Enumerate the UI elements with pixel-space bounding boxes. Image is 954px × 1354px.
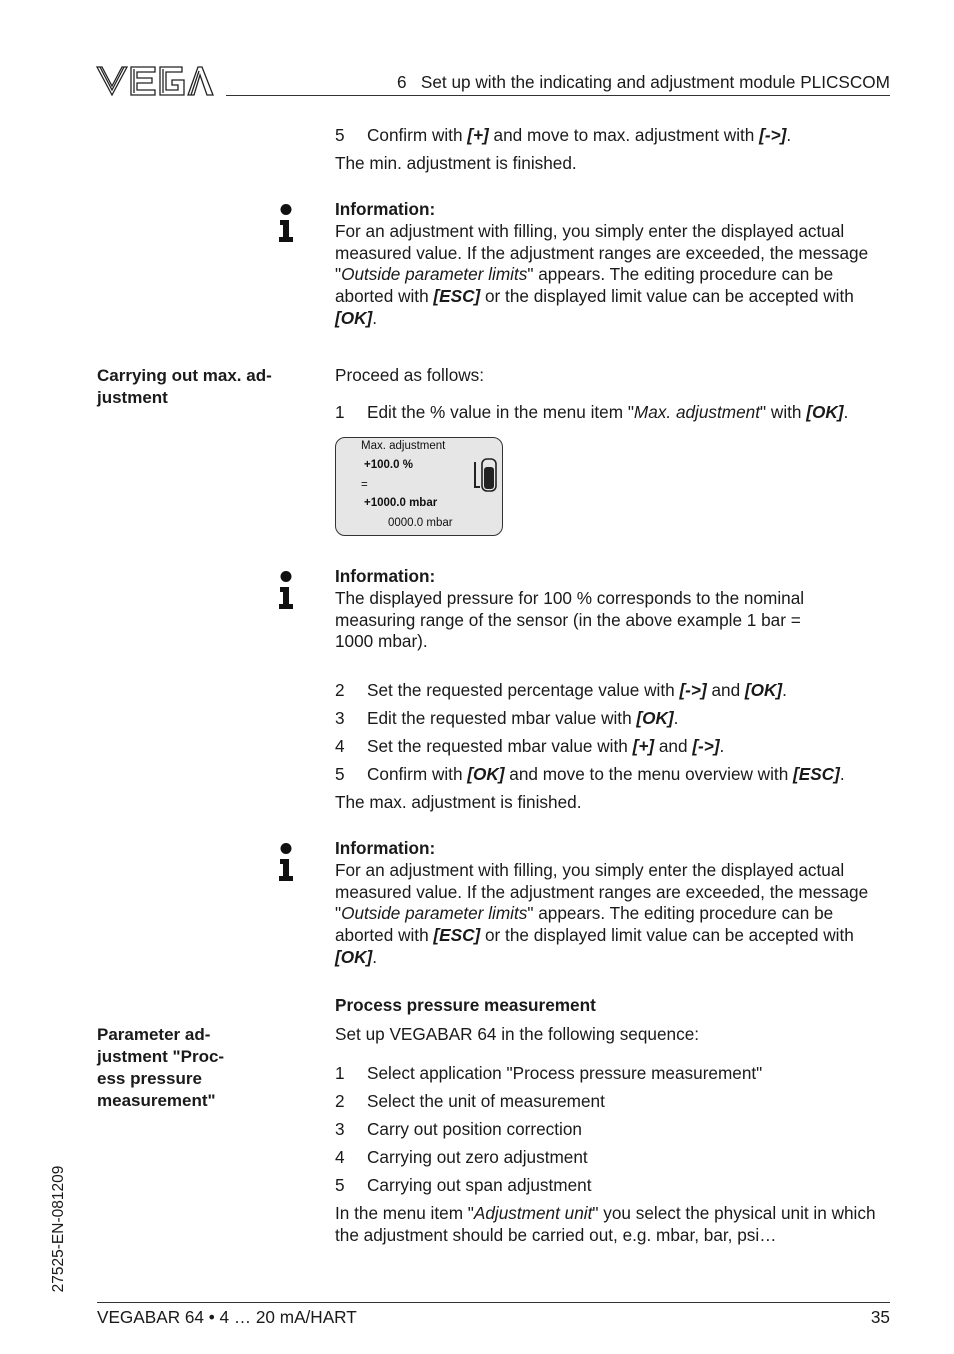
list-item: 2 Set the requested percentage value with [->] and [OK]. [335, 680, 787, 700]
document-id: 27525-EN-081209 [50, 1165, 67, 1293]
info-line: [OK]. [335, 307, 378, 328]
list-item: 3 Carry out position correction [335, 1119, 582, 1139]
info-line: "Outside parameter limits" appears. The editing procedure can be [335, 264, 834, 285]
sidebar-heading-process-pressure: Parameter ad- justment "Proc- ess pressure measurement" [97, 1025, 225, 1110]
key-plus: [+] [467, 125, 489, 145]
key-arrow: [->] [759, 125, 787, 145]
lcd-reading: 0000.0 mbar [388, 517, 453, 529]
list-item: 5 Carrying out span adjustment [335, 1175, 592, 1195]
chapter-title: 6 Set up with the indicating and adjustment module PLICSCOM [397, 72, 890, 92]
step-text: and move to max. adjustment with [488, 125, 760, 145]
step-text: Confirm with [367, 125, 468, 145]
tank-level-icon [473, 457, 499, 496]
lcd-equals: = [361, 479, 368, 491]
header-rule [226, 95, 890, 96]
info-title: Information: [335, 199, 436, 219]
sidebar-heading-max-adjustment: Carrying out max. ad- justment [97, 366, 272, 407]
step-number: 5 [335, 125, 345, 145]
min-finished: The min. adjustment is finished. [335, 153, 577, 173]
section-intro: Set up VEGABAR 64 in the following sequence: [335, 1024, 700, 1044]
info-line: For an adjustment with filling, you simply enter the displayed actual [335, 220, 845, 241]
info-block-3 [335, 838, 891, 969]
max-step-1: 1 Edit the % value in the menu item "Max. adjustment" with [OK]. [335, 402, 849, 422]
step-text: . [786, 125, 792, 145]
list-item: 3 Edit the requested mbar value with [OK]. [335, 708, 679, 728]
section-heading: Process pressure measurement [335, 995, 596, 1015]
info-line: aborted with [ESC] or the displayed limit value can be accepted with [335, 925, 854, 946]
info-line: measured value. If the adjustment ranges are exceeded, the message [335, 881, 869, 902]
info-line: For an adjustment with filling, you simply enter the displayed actual [335, 859, 845, 880]
info-line: aborted with [ESC] or the displayed limit value can be accepted with [335, 286, 854, 307]
process-steps-list [335, 1062, 891, 1202]
lcd-title: Max. adjustment [361, 440, 446, 452]
list-item: 1 Select application "Process pressure measurement" [335, 1063, 763, 1083]
lcd-percent: +100.0 % [364, 459, 413, 471]
footer-product: VEGABAR 64 • 4 … 20 mA/HART [97, 1307, 357, 1327]
info-block-1 [335, 199, 891, 330]
page-number: 35 [870, 1307, 890, 1327]
list-item: 4 Set the requested mbar value with [+] and [->]. [335, 736, 725, 756]
info-line: 1000 mbar). [335, 631, 428, 652]
unit-note: In the menu item "Adjustment unit" you select the physical unit in which the adjustment should be carried out, e.g. mbar, bar, psi… [335, 1203, 876, 1245]
info-title: Information: [335, 838, 436, 858]
info-icon [276, 843, 296, 883]
vega-logo [96, 64, 214, 98]
lcd-display [335, 437, 503, 536]
footer-rule [97, 1302, 890, 1303]
max-steps-list [335, 679, 891, 791]
lcd-value: +1000.0 mbar [364, 497, 438, 509]
list-item: 2 Select the unit of measurement [335, 1091, 605, 1111]
step-number: 1 [335, 402, 345, 422]
list-item: 5 Confirm with [OK] and move to the menu overview with [ESC]. [335, 764, 845, 784]
info-line: The displayed pressure for 100 % corresponds to the nominal [335, 587, 805, 608]
proceed-text: Proceed as follows: [335, 365, 485, 385]
max-finished: The max. adjustment is finished. [335, 792, 582, 812]
info-icon [276, 204, 296, 244]
info-line: measured value. If the adjustment ranges are exceeded, the message [335, 242, 869, 263]
info-line: [OK]. [335, 946, 378, 967]
vega-logo-graphic [96, 64, 214, 98]
min-step-5 [335, 124, 891, 152]
info-icon [276, 571, 296, 611]
info-line: "Outside parameter limits" appears. The editing procedure can be [335, 903, 834, 924]
info-title: Information: [335, 566, 436, 586]
info-line: measuring range of the sensor (in the above example 1 bar = [335, 609, 801, 630]
info-block-2 [335, 566, 891, 653]
list-item: 4 Carrying out zero adjustment [335, 1147, 588, 1167]
